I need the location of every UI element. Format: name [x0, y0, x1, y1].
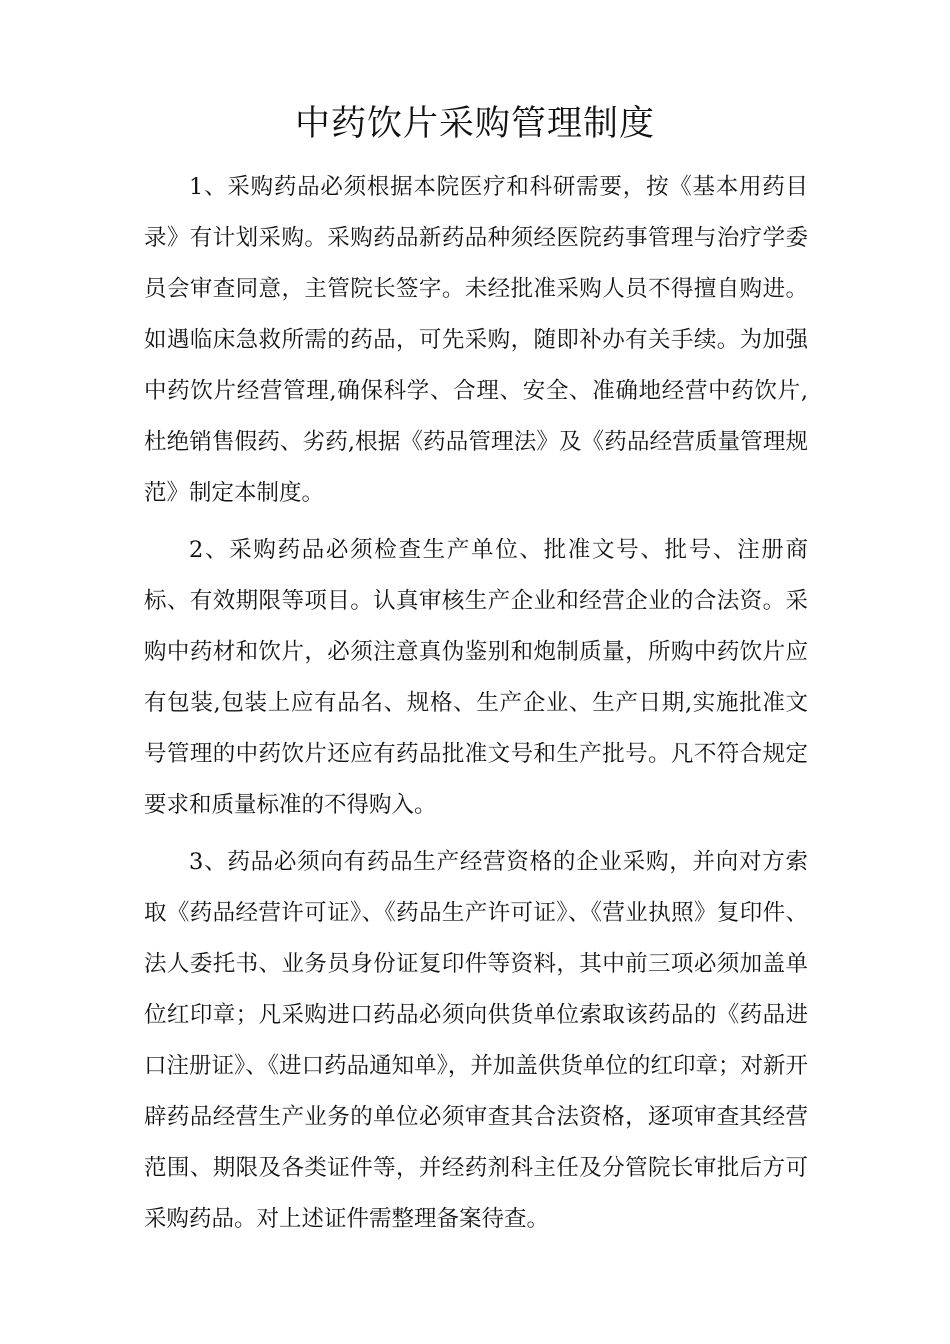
document-body — [144, 162, 808, 1251]
document-title: 中药饮片采购管理制度 — [294, 104, 655, 144]
paragraph-1: 1、采购药品必须根据本院医疗和科研需要，按《基本用药目录》有计划采购。采购药品新药品种须经医院药事管理与治疗学委员会审查同意，主管院长签字。未经批准采购人员不得擅自购进。如遇临床急救所需的药品，可先采购，随即补办有关手续。为加强中药饮片经营管理,确保科学、合理、安全、准确地经营中药饮片,杜绝销售假药、劣药,根据《药品管理法》及《药品经营质量管理规范》制定本制度。 — [144, 174, 808, 506]
paragraph-3: 3、药品必须向有药品生产经营资格的企业采购，并向对方索取《药品经营许可证》、《药品生产许可证》、《营业执照》复印件、法人委托书、业务员身份证复印件等资料，其中前三项必须加盖单位红印章；凡采购进口药品必须向供货单位索取该药品的《药品进口注册证》、《进口药品通知单》，并加盖供货单位的红印章；对新开辟药品经营生产业务的单位必须审查其合法资格，逐项审查其经营范围、期限及各类证件等，并经药剂科主任及分管院长审批后方可采购药品。对上述证件需整理备案待查。 — [144, 849, 808, 1232]
paragraph-2: 2、采购药品必须检查生产单位、批准文号、批号、注册商标、有效期限等项目。认真审核生产企业和经营企业的合法资。采购中药材和饮片，必须注意真伪鉴别和炮制质量，所购中药饮片应有包装,包装上应有品名、规格、生产企业、生产日期,实施批准文号管理的中药饮片还应有药品批准文号和生产批号。凡不符合规定要求和质量标准的不得购入。 — [144, 537, 808, 818]
